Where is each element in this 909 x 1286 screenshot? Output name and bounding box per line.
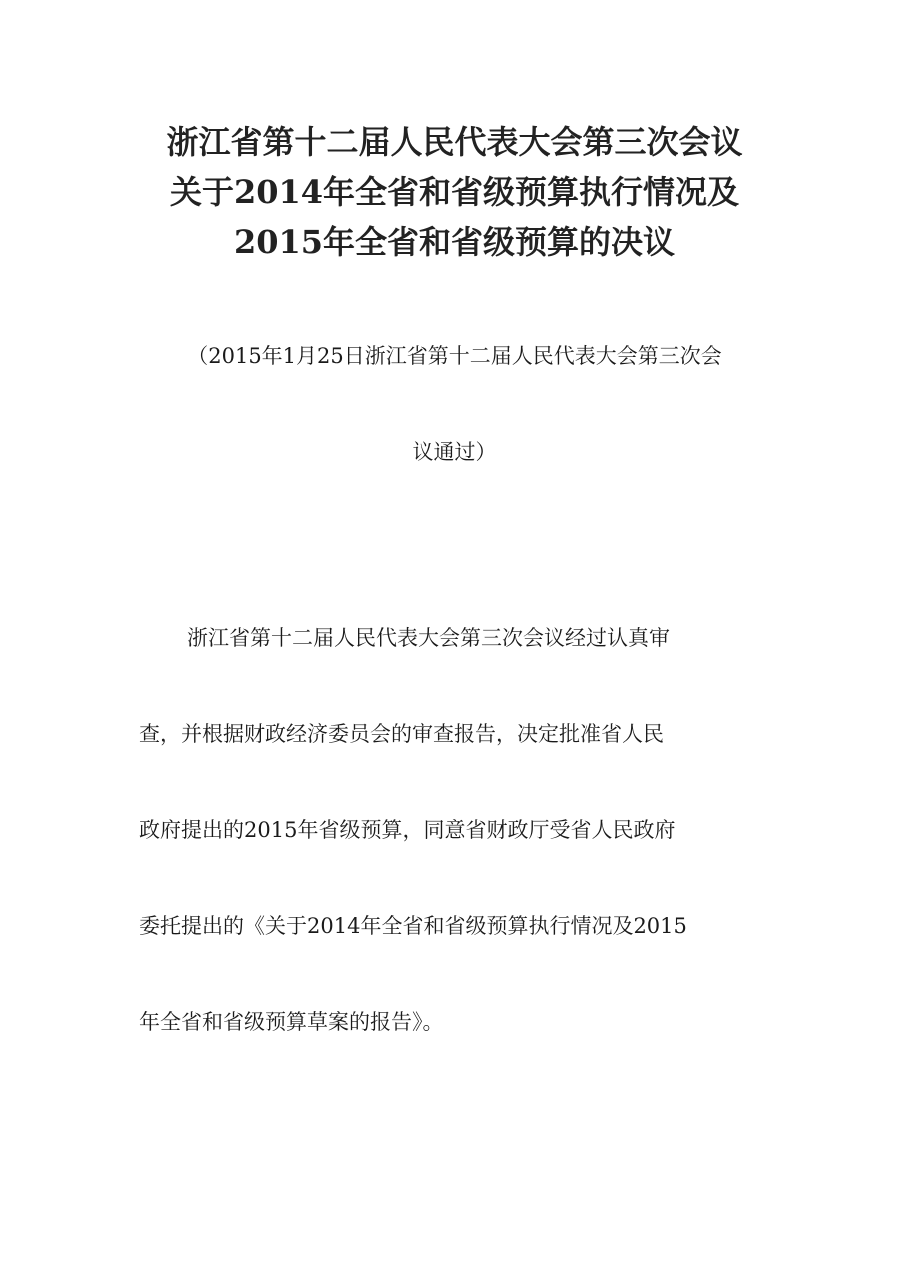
document-title — [0, 117, 909, 267]
body-line-4: 委托提出的《关于2014年全省和省级预算执行情况及2015 — [139, 914, 687, 938]
adoption-note-line-2: 议通过） — [412, 440, 497, 464]
body-line-1: 浙江省第十二届人民代表大会第三次会议经过认真审 — [187, 626, 670, 650]
title-line-2: 关于2014年全省和省级预算执行情况及 — [169, 173, 740, 211]
adoption-note-line-1: （2015年1月25日浙江省第十二届人民代表大会第三次会 — [187, 344, 722, 368]
body-line-3: 政府提出的2015年省级预算，同意省财政厅受省人民政府 — [139, 818, 676, 842]
body-line-2: 查，并根据财政经济委员会的审查报告，决定批准省人民 — [139, 722, 664, 746]
resolution-body — [139, 590, 779, 1070]
body-line-5: 年全省和省级预算草案的报告》。 — [139, 1010, 444, 1034]
title-line-3: 2015年全省和省级预算的决议 — [233, 223, 676, 261]
adoption-note — [0, 308, 909, 500]
title-line-1: 浙江省第十二届人民代表大会第三次会议 — [166, 123, 743, 161]
